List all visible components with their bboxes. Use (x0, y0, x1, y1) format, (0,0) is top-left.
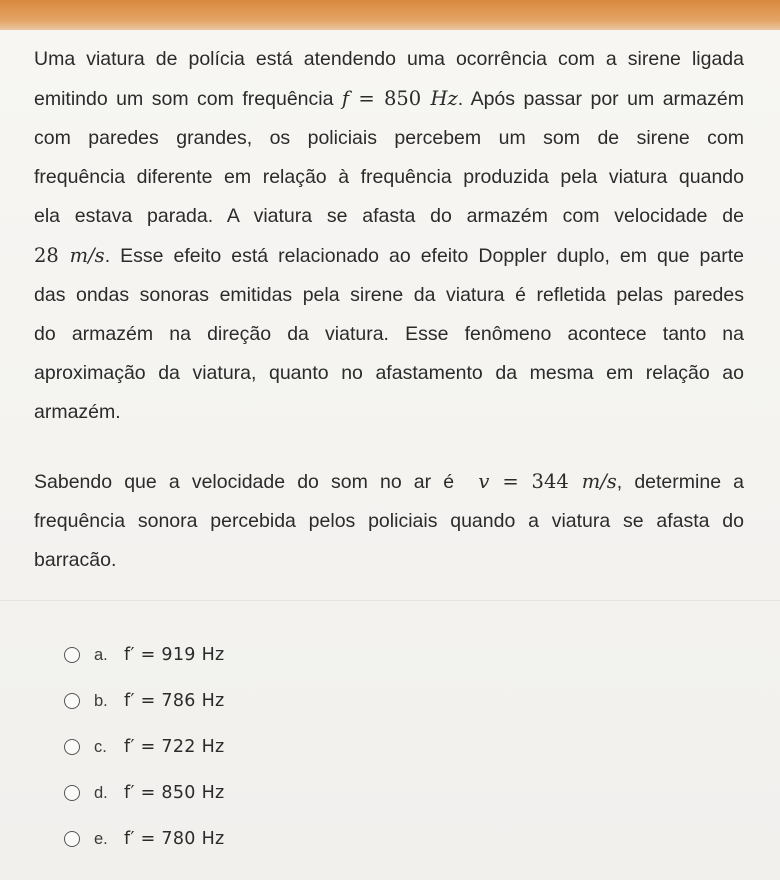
speed-formula: 28 m/s (34, 244, 105, 267)
option-a[interactable] (64, 632, 225, 678)
option-b[interactable] (64, 678, 225, 724)
option-value: f′ = 786 Hz (124, 691, 225, 711)
question-line: com paredes grandes, os policiais percebem um som de sirene com (34, 127, 744, 149)
option-value: f′ = 850 Hz (124, 783, 225, 803)
option-e[interactable] (64, 816, 225, 862)
question-line: aproximação da viatura, quanto no afastamento da mesma em relação ao (34, 362, 744, 384)
option-value: f′ = 919 Hz (124, 645, 225, 665)
option-letter: b. (94, 691, 108, 710)
option-c[interactable] (64, 724, 225, 770)
option-letter: e. (94, 829, 108, 848)
top-header-bar (0, 0, 780, 34)
question-line: do armazém na direção da viatura. Esse fenômeno acontece tanto na (34, 323, 744, 345)
option-value: f′ = 722 Hz (124, 737, 225, 757)
sound-speed-formula: v = 344 m/s (478, 470, 617, 493)
radio-button[interactable] (64, 831, 80, 847)
question-prompt (34, 462, 744, 580)
question-line: emitindo um som com frequência f = 850 Hz. Após passar por um armazém (34, 87, 744, 110)
radio-button[interactable] (64, 785, 80, 801)
question-line: ela estava parada. A viatura se afasta do armazém com velocidade de (34, 205, 744, 227)
option-letter: d. (94, 783, 108, 802)
option-letter: a. (94, 645, 108, 664)
frequency-formula: f = 850 Hz (341, 87, 458, 110)
radio-button[interactable] (64, 647, 80, 663)
question-line: das ondas sonoras emitidas pela sirene da viatura é refletida pelas paredes (34, 284, 744, 306)
prompt-line: frequência sonora percebida pelos policiais quando a viatura se afasta do (34, 510, 744, 532)
radio-button[interactable] (64, 739, 80, 755)
prompt-line: barracão. (34, 549, 117, 571)
option-d[interactable] (64, 770, 225, 816)
answer-options (64, 632, 225, 862)
option-value: f′ = 780 Hz (124, 829, 225, 849)
question-line: 28 m/s. Esse efeito está relacionado ao efeito Doppler duplo, em que parte (34, 244, 745, 267)
divider (0, 600, 780, 601)
radio-button[interactable] (64, 693, 80, 709)
question-line: frequência diferente em relação à frequência produzida pela viatura quando (34, 166, 744, 188)
option-letter: c. (94, 737, 107, 756)
prompt-line: Sabendo que a velocidade do som no ar é v = 344 m/s, determine a (34, 470, 745, 493)
question-line: Uma viatura de polícia está atendendo uma ocorrência com a sirene ligada (34, 48, 744, 70)
question-line: armazém. (34, 401, 121, 423)
question-text (34, 40, 744, 432)
